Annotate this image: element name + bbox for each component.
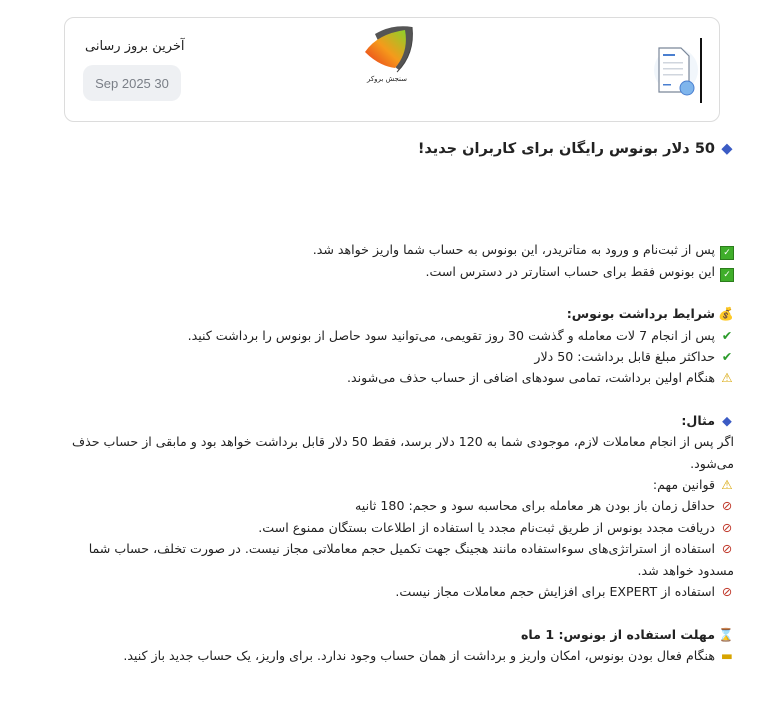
- example-text: اگر پس از انجام معاملات لازم، موجودی شما به 120 دلار برسد، فقط 50 دلار قابل برداشت خواهد بود و مابقی از حساب حذف می‌شود.: [72, 434, 734, 471]
- credit-card-icon: ▬: [721, 647, 733, 663]
- divider: [700, 38, 702, 103]
- list-item: ⚠هنگام اولین برداشت، تمامی سودهای اضافی از حساب حذف می‌شوند.: [70, 367, 734, 388]
- warning-icon: ⚠: [721, 370, 733, 386]
- document-icon: [651, 40, 701, 100]
- rules-heading: ⚠قوانین مهم:: [70, 474, 734, 495]
- diamond-icon: ◆: [721, 141, 733, 157]
- page-title: ◆50 دلار بونوس رایگان برای کاربران جدید!: [70, 139, 734, 160]
- hourglass-icon: ⌛: [718, 626, 734, 642]
- prohibited-icon: ⊘: [721, 584, 733, 600]
- prohibited-icon: ⊘: [721, 498, 733, 514]
- list-item: ✓پس از ثبت‌نام و ورود به متاتریدر، این بونوس به حساب شما واریز خواهد شد.: [70, 239, 734, 260]
- money-bag-icon: 💰: [718, 306, 734, 322]
- list-item: ✓این بونوس فقط برای حساب استارتر در دسترس است.: [70, 261, 734, 282]
- info-card: [64, 17, 720, 122]
- checkbox-check-icon: ✓: [720, 268, 734, 282]
- list-item: ✔حداکثر مبلغ قابل برداشت: 50 دلار: [70, 346, 734, 367]
- list-item: ⊘استفاده از EXPERT برای افزایش حجم معاملات مجاز نیست.: [70, 581, 734, 602]
- list-item: ⊘حداقل زمان باز بودن هر معامله برای محاسبه سود و حجم: 180 ثانیه: [70, 495, 734, 516]
- update-date-badge: Sep 2025 30: [83, 65, 181, 101]
- list-item: ▬هنگام فعال بودن بونوس، امکان واریز و برداشت از همان حساب وجود ندارد. برای واریز، یک حساب جدید باز کنید.: [70, 645, 734, 666]
- section-heading: 💰شرایط برداشت بونوس:: [70, 303, 734, 324]
- section-heading: ◆مثال:: [70, 410, 734, 431]
- list-item: ⊘دریافت مجدد بونوس از طریق ثبت‌نام مجدد یا استفاده از اطلاعات بستگان ممنوع است.: [70, 517, 734, 538]
- bonus-content: [70, 139, 734, 666]
- diamond-icon: ◆: [722, 412, 732, 428]
- prohibited-icon: ⊘: [721, 519, 733, 535]
- warning-icon: ⚠: [721, 477, 733, 493]
- check-icon: ✔: [721, 327, 733, 343]
- check-icon: ✔: [721, 349, 733, 365]
- section-heading: ⌛مهلت استفاده از بونوس: 1 ماه: [70, 624, 734, 645]
- svg-text:سنجش بروکر: سنجش بروکر: [366, 75, 408, 83]
- checkbox-check-icon: ✓: [720, 246, 734, 260]
- list-item: ✔پس از انجام 7 لات معامله و گذشت 30 روز تقویمی، می‌توانید سود حاصل از بونوس را برداشت کنید.: [70, 325, 734, 346]
- prohibited-icon: ⊘: [721, 541, 733, 557]
- last-update-label: آخرین بروز رسانی: [85, 39, 185, 54]
- list-item: ⊘استفاده از استراتژی‌های سوءاستفاده مانند هجینگ جهت تکمیل حجم معاملاتی مجاز نیست. در صورت تخلف، حساب شما مسدود خواهد شد.: [70, 538, 734, 581]
- broker-logo: [357, 22, 417, 84]
